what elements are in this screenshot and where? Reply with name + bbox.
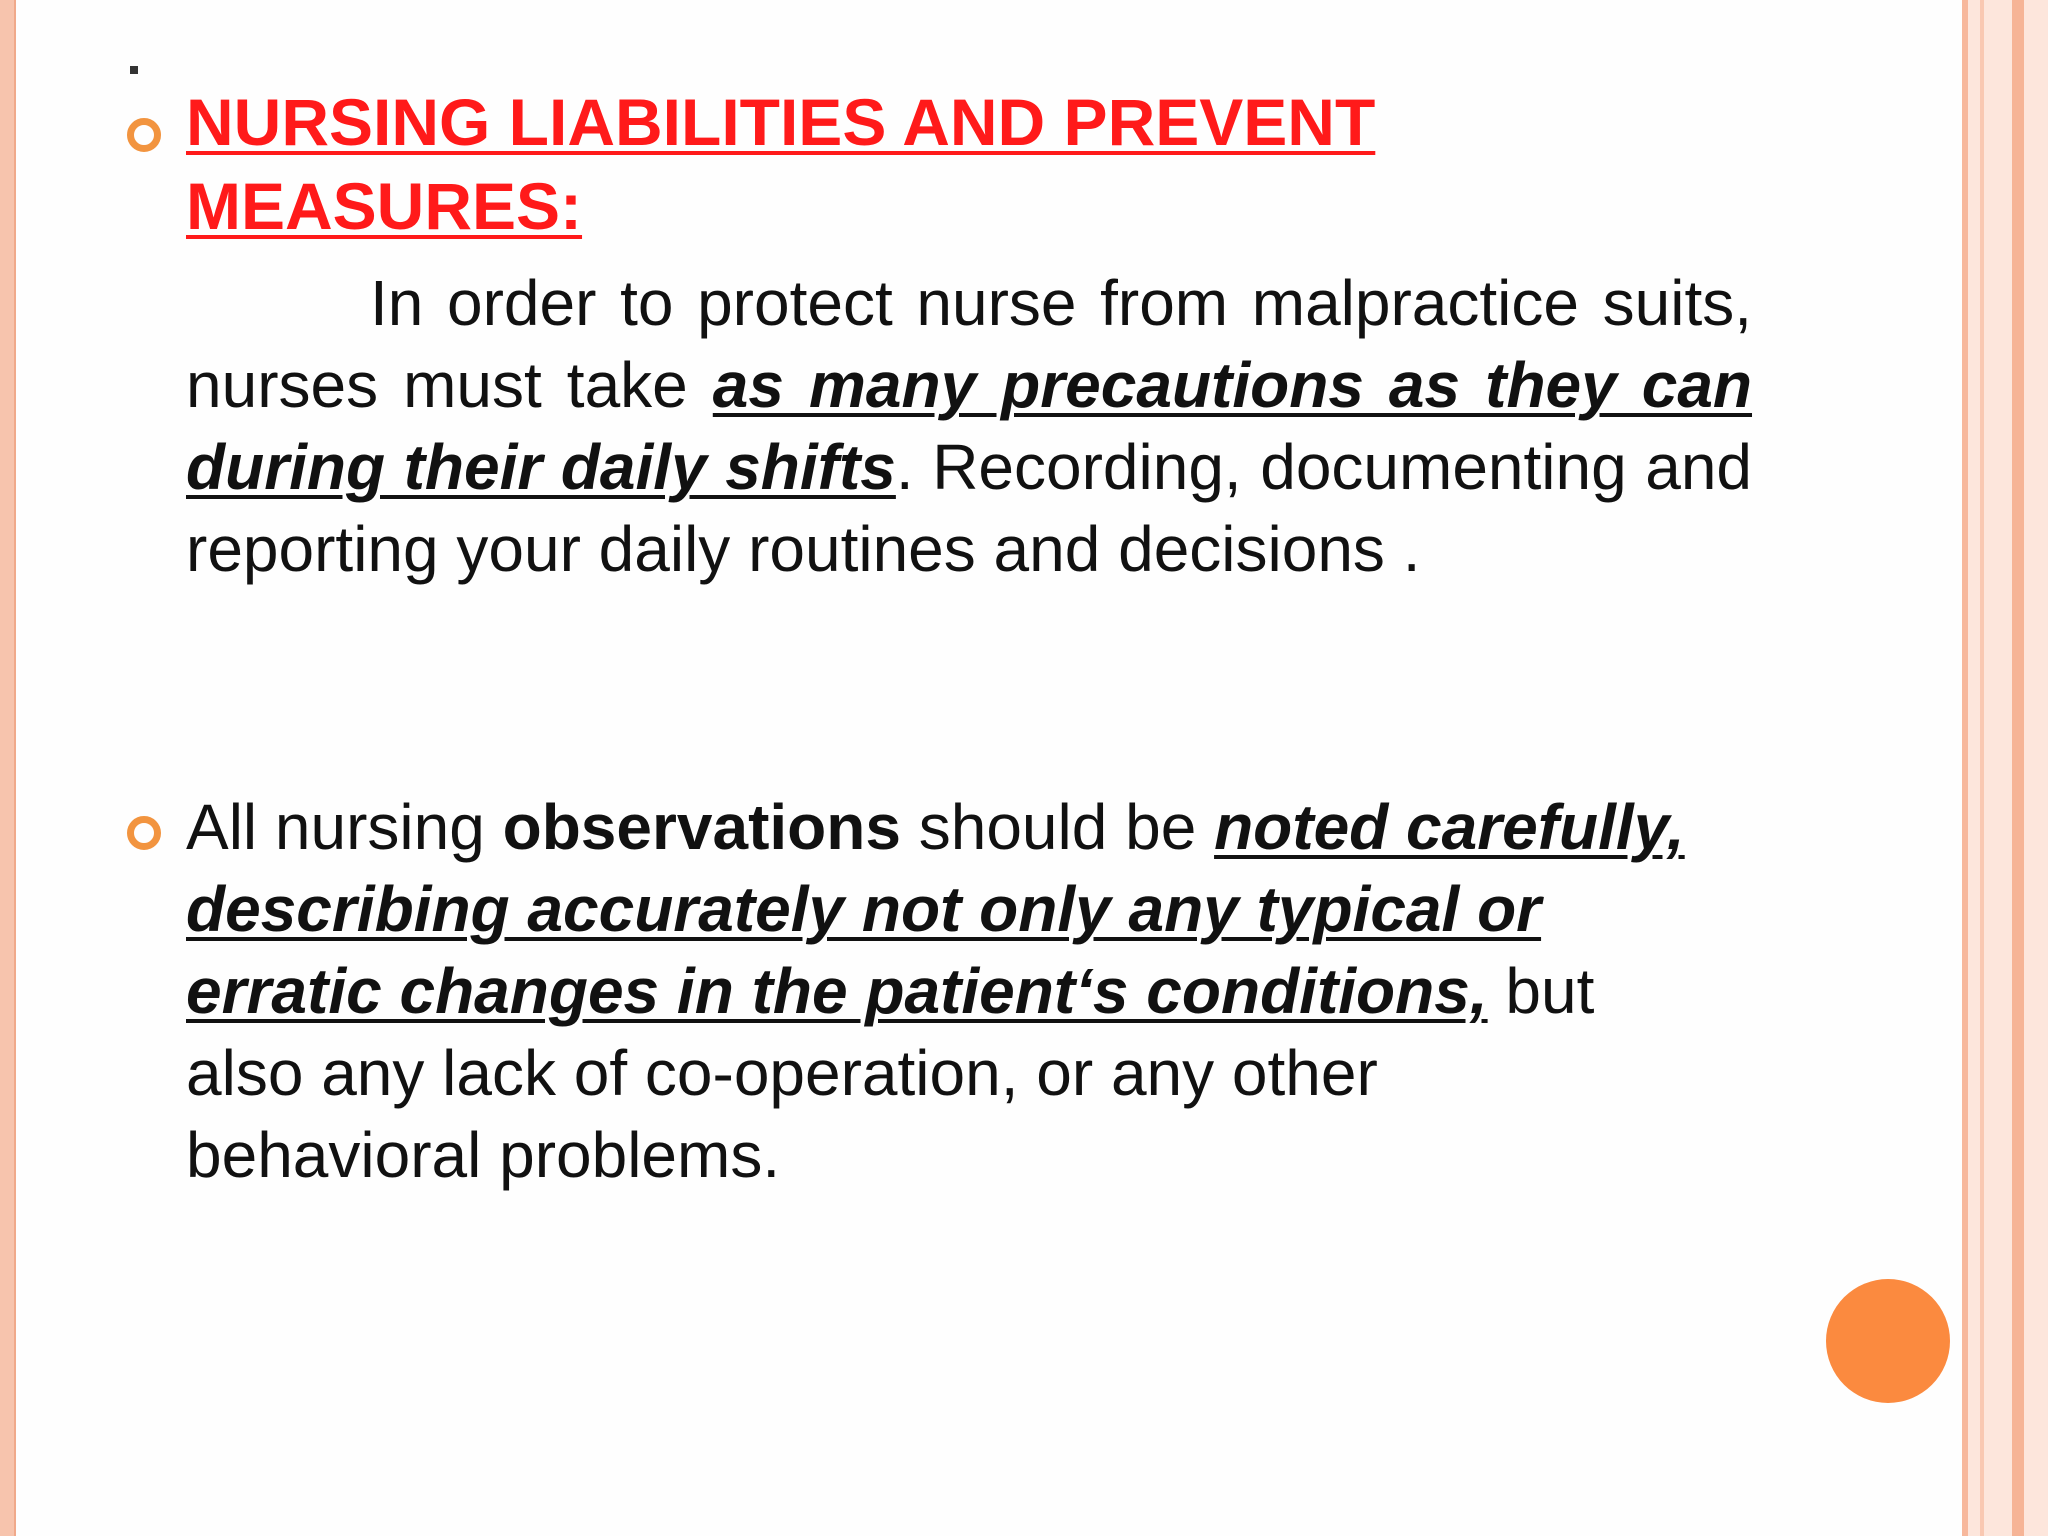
marker-dot bbox=[130, 66, 138, 74]
right-border-stripe bbox=[2012, 0, 2024, 1536]
paragraph1-rest: . Recording, documenting and reporting your daily routines and decisions . bbox=[186, 431, 1752, 585]
paragraph2-emphasis: noted carefully, describing accurately not only any typical or erratic changes in the patient‘s conditions, bbox=[186, 791, 1685, 1027]
paragraph1-intro: In order to protect nurse from malpractice suits, nurses must take bbox=[186, 267, 1752, 421]
ring-bullet-icon bbox=[127, 816, 161, 850]
paragraph2-rest: but also any lack of co-operation, or any other behavioral problems. bbox=[186, 955, 1595, 1191]
left-border-stripe bbox=[0, 0, 16, 1536]
orange-circle-icon bbox=[1826, 1279, 1950, 1403]
paragraph-malpractice bbox=[186, 262, 1752, 590]
slide-heading bbox=[186, 80, 1486, 248]
heading-text: NURSING LIABILITIES AND PREVENT MEASURES: bbox=[186, 85, 1376, 243]
paragraph2-intro: All nursing bbox=[186, 791, 503, 863]
paragraph2-middle: should be bbox=[900, 791, 1215, 863]
right-border-stripe bbox=[1962, 0, 1968, 1536]
right-border-stripe bbox=[1980, 0, 1984, 1536]
paragraph1-emphasis: as many precautions as they can during their daily shifts bbox=[186, 349, 1753, 503]
ring-bullet-icon bbox=[127, 118, 161, 152]
right-border-panel bbox=[1962, 0, 2048, 1536]
paragraph-observations bbox=[186, 786, 1686, 1196]
paragraph2-bold-word: observations bbox=[502, 791, 901, 863]
